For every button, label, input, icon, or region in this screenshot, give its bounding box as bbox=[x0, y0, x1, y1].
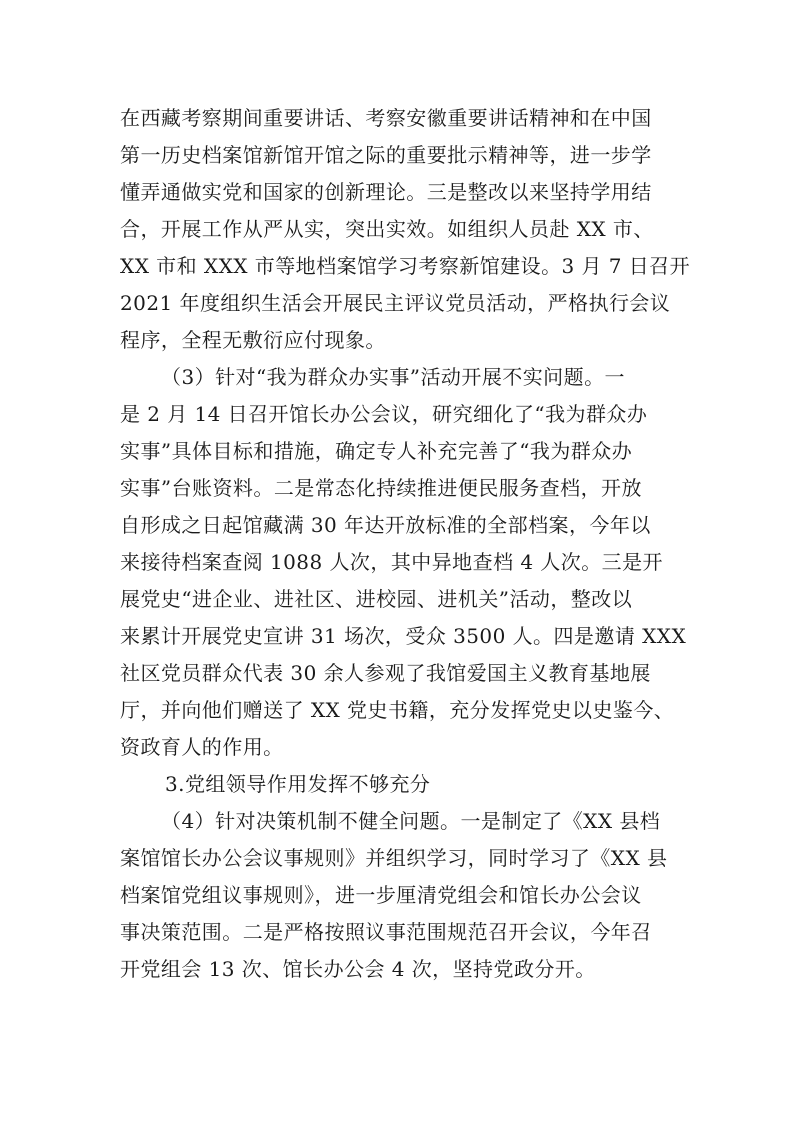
section-heading: 3.党组领导作用发挥不够充分 bbox=[165, 772, 431, 796]
body-text-line: 实事”具体目标和措施，确定专人补充完善了“我为群众办 bbox=[120, 439, 633, 463]
paragraph-4-heading-line: （4）针对决策机制不健全问题。一是制定了《XX 县档 bbox=[161, 809, 661, 833]
body-text-line: 档案馆党组议事规则》，进一步厘清党组会和馆长办公会议 bbox=[120, 883, 642, 907]
body-text-line: 自形成之日起馆藏满 30 年达开放标准的全部档案，今年以 bbox=[120, 513, 651, 537]
body-text-line: 社区党员群众代表 30 余人参观了我馆爱国主义教育基地展 bbox=[120, 661, 651, 685]
body-text-line: 厅，并向他们赠送了 XX 党史书籍，充分发挥党史以史鉴今、 bbox=[120, 698, 675, 722]
body-text-line: 合，开展工作从严从实，突出实效。如组织人员赴 XX 市、 bbox=[120, 217, 654, 241]
body-text-line: 来接待档案查阅 1088 人次，其中异地查档 4 人次。三是开 bbox=[120, 550, 664, 574]
body-text-line: 第一历史档案馆新馆开馆之际的重要批示精神等，进一步学 bbox=[120, 143, 652, 167]
body-text-line: 案馆馆长办公会议事规则》并组织学习，同时学习了《XX 县 bbox=[120, 846, 668, 870]
body-text-line: 懂弄通做实党和国家的创新理论。三是整改以来坚持学用结 bbox=[120, 180, 652, 204]
paragraph-3-heading-line: （3）针对“我为群众办实事”活动开展不实问题。一 bbox=[161, 365, 625, 389]
body-text-line: 展党史“进企业、进社区、进校园、进机关”活动，整改以 bbox=[120, 587, 633, 611]
body-text-line: 实事”台账资料。二是常态化持续推进便民服务查档，开放 bbox=[120, 476, 642, 500]
body-text-line: 来累计开展党史宣讲 31 场次，受众 3500 人。四是邀请 XXX bbox=[120, 624, 687, 648]
body-text-line: 是 2 月 14 日召开馆长办公会议，研究细化了“我为群众办 bbox=[120, 402, 648, 426]
body-text-line: XX 市和 XXX 市等地档案馆学习考察新馆建设。3 月 7 日召开 bbox=[120, 254, 691, 278]
body-text-line: 在西藏考察期间重要讲话、考察安徽重要讲话精神和在中国 bbox=[120, 106, 652, 130]
body-text-line: 2021 年度组织生活会开展民主评议党员活动，严格执行会议 bbox=[120, 291, 671, 315]
body-text-line: 资政育人的作用。 bbox=[120, 735, 284, 759]
body-text-line: 事决策范围。二是严格按照议事范围规范召开会议，今年召 bbox=[120, 920, 652, 944]
body-text-line: 程序，全程无敷衍应付现象。 bbox=[120, 328, 386, 352]
body-text-line: 开党组会 13 次、馆长办公会 4 次，坚持党政分开。 bbox=[120, 957, 596, 981]
